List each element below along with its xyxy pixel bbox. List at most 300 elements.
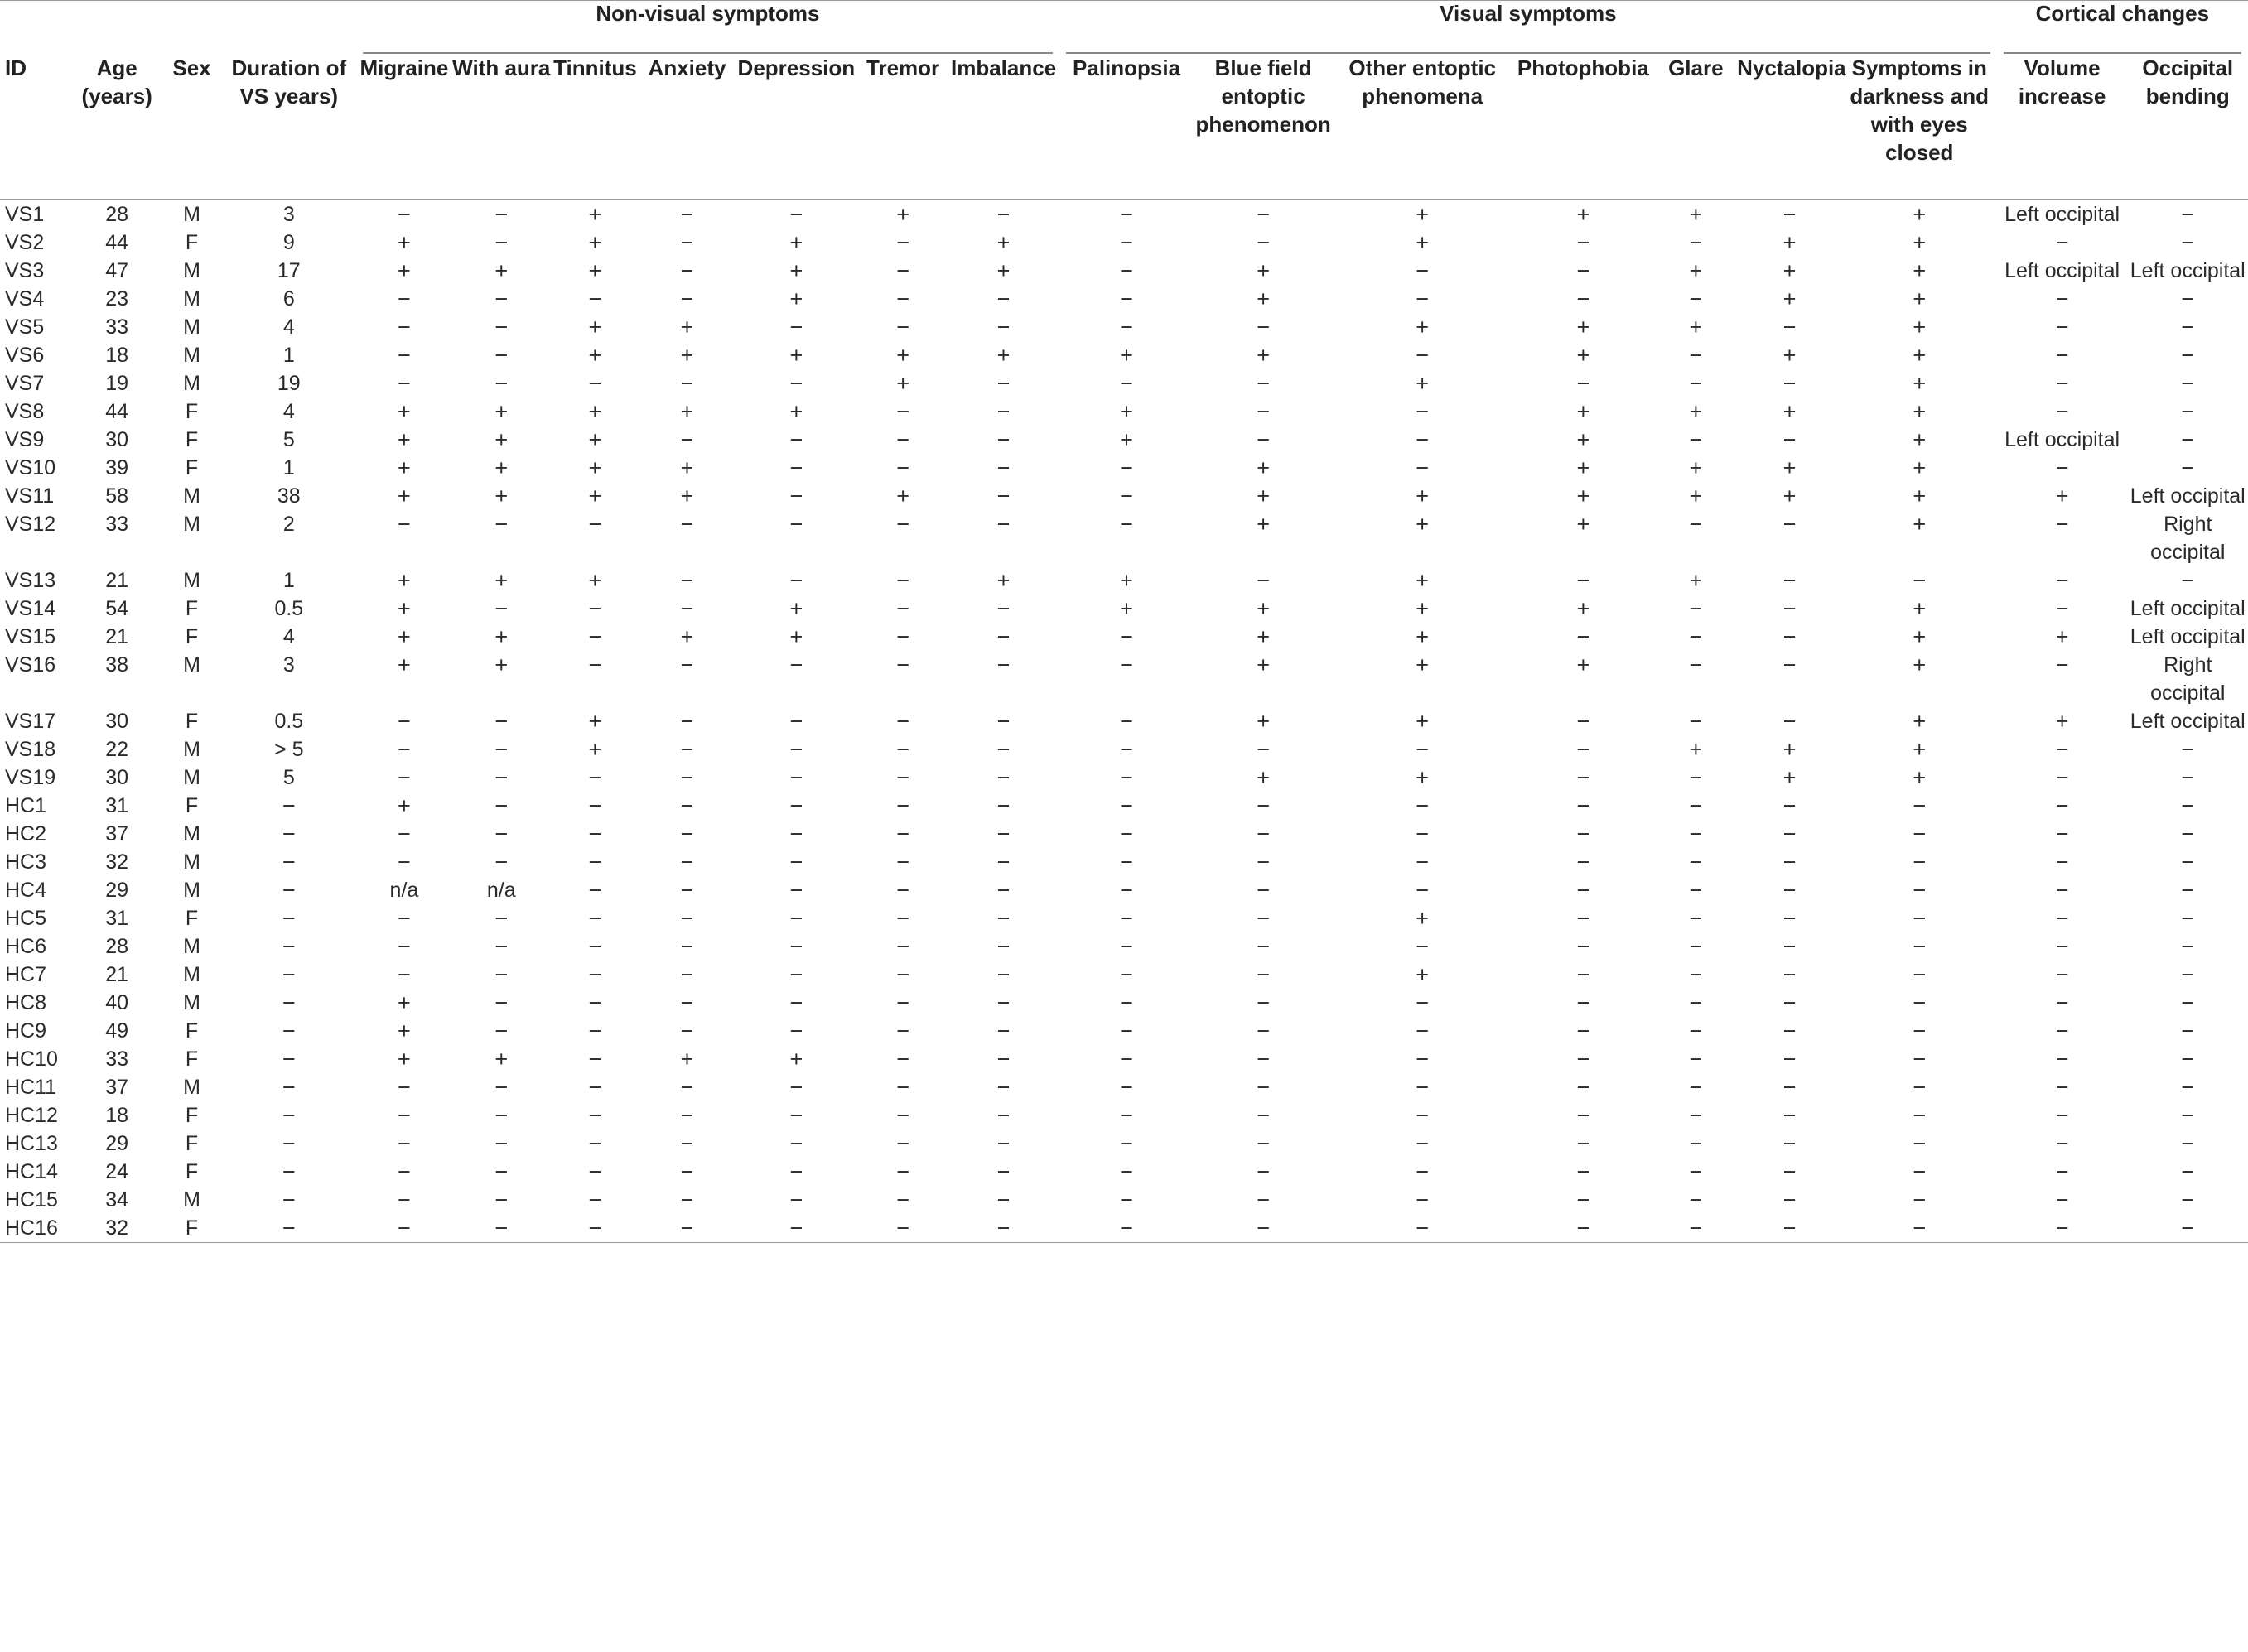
table-cell: − xyxy=(588,793,602,818)
table-cell: Left occipital xyxy=(2130,484,2246,508)
table-cell: − xyxy=(1913,1075,1927,1100)
table-row xyxy=(0,1101,2248,1129)
row-id-cell: HC12 xyxy=(5,1104,58,1127)
table-cell: + xyxy=(588,427,602,452)
table-row xyxy=(0,876,2248,904)
group-non-visual: Non-visual symptoms xyxy=(356,1,1059,55)
table-cell: 24 xyxy=(105,1160,129,1183)
table-cell: − xyxy=(1120,624,1133,649)
table-row xyxy=(0,426,2248,454)
table-cell: F xyxy=(185,428,199,451)
table-cell: + xyxy=(588,258,602,283)
row-id-cell: VS1 xyxy=(5,203,45,226)
table-cell: + xyxy=(1689,568,1703,593)
table-cell: − xyxy=(996,1103,1011,1128)
table-cell: − xyxy=(282,1159,296,1184)
row-id-cell: HC8 xyxy=(5,991,47,1014)
table-cell: + xyxy=(494,653,509,677)
table-cell: Left occipital xyxy=(2130,597,2246,620)
col-duration: Duration of VS years) xyxy=(222,54,356,200)
table-cell: − xyxy=(588,1159,602,1184)
table-cell: − xyxy=(1416,850,1430,874)
table-cell: − xyxy=(588,821,602,846)
table-cell: M xyxy=(183,203,200,226)
table-cell: − xyxy=(1416,1131,1430,1156)
table-cell: + xyxy=(896,202,909,227)
table-cell: M xyxy=(183,738,200,761)
col-migraine: Migraine xyxy=(356,54,452,200)
table-cell: − xyxy=(2181,990,2195,1015)
table-row xyxy=(0,763,2248,792)
table-cell: 28 xyxy=(105,935,129,958)
table-cell: − xyxy=(2181,1047,2195,1072)
table-cell: − xyxy=(680,906,694,931)
table-cell: 29 xyxy=(105,879,129,902)
table-cell: − xyxy=(1576,821,1590,846)
table-cell: − xyxy=(680,1075,694,1100)
table-cell: − xyxy=(680,596,694,621)
table-cell: + xyxy=(494,399,509,424)
table-cell: + xyxy=(494,568,509,593)
table-cell: 33 xyxy=(105,513,129,536)
group-visual: Visual symptoms xyxy=(1059,1,1997,55)
table-row xyxy=(0,735,2248,763)
table-cell: 31 xyxy=(105,907,129,930)
table-cell: M xyxy=(183,935,200,958)
table-cell: 38 xyxy=(277,484,301,508)
table-cell: − xyxy=(1120,287,1133,311)
table-cell: − xyxy=(1576,850,1590,874)
table-cell: 19 xyxy=(277,372,301,395)
table-cell: − xyxy=(588,1019,602,1043)
table-cell: + xyxy=(1913,455,1927,480)
table-cell: 19 xyxy=(105,372,129,395)
table-cell: − xyxy=(1416,399,1430,424)
table-cell: − xyxy=(896,990,909,1015)
table-row xyxy=(0,932,2248,961)
table-cell: − xyxy=(680,287,694,311)
table-row xyxy=(0,1214,2248,1243)
table-cell: + xyxy=(588,315,602,340)
table-cell: − xyxy=(1689,934,1703,959)
table-cell: + xyxy=(789,624,803,649)
table-cell: − xyxy=(1576,568,1590,593)
table-row xyxy=(0,904,2248,932)
table-cell: 6 xyxy=(282,287,295,311)
table-cell: − xyxy=(588,878,602,903)
table-cell: − xyxy=(494,990,509,1015)
table-cell: − xyxy=(789,1019,803,1043)
group-header-row xyxy=(0,1,2248,55)
table-cell: + xyxy=(588,484,602,508)
table-cell: − xyxy=(1512,1214,1654,1243)
row-id-cell: VS16 xyxy=(5,653,56,677)
table-cell: − xyxy=(2055,906,2069,931)
table-cell: + xyxy=(588,455,602,480)
table-row xyxy=(0,792,2248,820)
table-cell: − xyxy=(282,878,296,903)
table-cell: M xyxy=(183,653,200,677)
table-cell: − xyxy=(1782,906,1797,931)
row-id-cell: HC14 xyxy=(5,1160,58,1183)
table-cell: + xyxy=(2055,624,2069,649)
table-cell: + xyxy=(398,624,411,649)
table-cell: − xyxy=(1782,962,1797,987)
table-cell: − xyxy=(1913,878,1927,903)
table-cell: − xyxy=(282,821,296,846)
row-id-cell: VS6 xyxy=(5,344,45,367)
row-id-cell: HC16 xyxy=(0,1214,72,1243)
table-cell: − xyxy=(858,1214,948,1243)
table-cell: − xyxy=(588,287,602,311)
table-cell: − xyxy=(1576,765,1590,790)
col-palinopsia: Palinopsia xyxy=(1059,54,1194,200)
row-id-cell: VS18 xyxy=(5,738,56,761)
table-cell: − xyxy=(789,934,803,959)
table-cell: − xyxy=(680,1187,694,1212)
table-cell: n/a xyxy=(486,879,516,902)
table-cell: − xyxy=(398,765,411,790)
table-cell: − xyxy=(1782,1159,1797,1184)
table-cell: + xyxy=(398,427,411,452)
table-row xyxy=(0,397,2248,426)
table-cell: + xyxy=(1416,765,1430,790)
table-cell: − xyxy=(1689,962,1703,987)
table-cell: − xyxy=(1913,906,1927,931)
table-cell: − xyxy=(1416,455,1430,480)
table-cell: − xyxy=(896,1075,909,1100)
table-cell: + xyxy=(1257,455,1270,480)
table-cell: + xyxy=(1913,230,1927,255)
table-cell: + xyxy=(1913,737,1927,762)
table-cell: − xyxy=(1782,315,1797,340)
table-cell: − xyxy=(222,1214,356,1243)
table-cell: − xyxy=(1689,1019,1703,1043)
table-cell: + xyxy=(398,596,411,621)
table-cell: 44 xyxy=(105,400,129,423)
table-cell: − xyxy=(789,962,803,987)
table-cell: − xyxy=(1120,878,1133,903)
table-cell: − xyxy=(2181,230,2195,255)
table-cell: − xyxy=(588,596,602,621)
table-cell: F xyxy=(185,1160,199,1183)
table-cell: − xyxy=(494,512,509,537)
table-cell: − xyxy=(996,962,1011,987)
table-cell: 18 xyxy=(105,344,129,367)
table-row xyxy=(0,595,2248,623)
table-cell: + xyxy=(1257,343,1270,368)
table-row xyxy=(0,482,2248,510)
table-row xyxy=(0,1129,2248,1158)
table-cell: − xyxy=(1689,793,1703,818)
table-cell: − xyxy=(680,512,694,537)
table-cell: 22 xyxy=(105,738,129,761)
table-cell: − xyxy=(1655,1214,1738,1243)
table-cell: − xyxy=(494,202,509,227)
table-cell: − xyxy=(494,230,509,255)
table-cell: − xyxy=(1257,315,1270,340)
table-cell: + xyxy=(1257,709,1270,734)
table-cell: + xyxy=(398,455,411,480)
table-cell: − xyxy=(282,906,296,931)
table-cell: − xyxy=(996,512,1011,537)
table-cell: 34 xyxy=(105,1188,129,1211)
table-cell: − xyxy=(1120,1075,1133,1100)
table-row xyxy=(0,1186,2248,1214)
table-cell: − xyxy=(996,596,1011,621)
table-cell: + xyxy=(398,793,411,818)
table-cell: − xyxy=(494,287,509,311)
table-cell: + xyxy=(494,427,509,452)
table-cell: − xyxy=(588,1103,602,1128)
table-cell: 9 xyxy=(282,231,295,254)
col-tremor: Tremor xyxy=(858,54,948,200)
table-cell: 1 xyxy=(282,344,295,367)
table-cell: + xyxy=(1257,596,1270,621)
table-cell: + xyxy=(588,230,602,255)
table-cell: 30 xyxy=(105,428,129,451)
table-cell: M xyxy=(183,372,200,395)
table-cell: + xyxy=(1576,315,1590,340)
table-cell: − xyxy=(996,315,1011,340)
table-cell: − xyxy=(1576,258,1590,283)
table-cell: + xyxy=(588,737,602,762)
table-cell: − xyxy=(789,709,803,734)
table-cell: − xyxy=(1416,1047,1430,1072)
table-cell: + xyxy=(398,258,411,283)
table-cell: − xyxy=(996,202,1011,227)
table-cell: − xyxy=(1913,1159,1927,1184)
table-cell: − xyxy=(1120,484,1133,508)
table-cell: + xyxy=(896,484,909,508)
table-row xyxy=(0,848,2248,876)
table-cell: − xyxy=(1576,934,1590,959)
table-cell: − xyxy=(996,1131,1011,1156)
table-cell: − xyxy=(1120,230,1133,255)
table-cell: − xyxy=(588,850,602,874)
table-cell: + xyxy=(494,1047,509,1072)
table-cell: − xyxy=(1576,371,1590,396)
table-cell: − xyxy=(1120,906,1133,931)
table-cell: − xyxy=(1120,737,1133,762)
table-cell: − xyxy=(1576,906,1590,931)
table-cell: − xyxy=(588,624,602,649)
table-cell: − xyxy=(1257,568,1270,593)
table-cell: + xyxy=(1913,399,1927,424)
table-cell: − xyxy=(996,934,1011,959)
col-with-aura: With aura xyxy=(452,54,550,200)
table-cell: + xyxy=(896,343,909,368)
table-cell: − xyxy=(1913,1047,1927,1072)
table-cell: − xyxy=(282,1047,296,1072)
table-cell: − xyxy=(2181,906,2195,931)
table-cell: + xyxy=(1689,202,1703,227)
table-cell: 38 xyxy=(105,653,129,677)
table-cell: − xyxy=(1782,934,1797,959)
table-cell: − xyxy=(996,821,1011,846)
table-cell: + xyxy=(1257,258,1270,283)
table-cell: − xyxy=(1782,1019,1797,1043)
table-cell: Left occipital xyxy=(2004,203,2120,226)
table-cell: − xyxy=(1689,1131,1703,1156)
col-tinnitus: Tinnitus xyxy=(550,54,639,200)
table-cell: F xyxy=(185,597,199,620)
table-cell: − xyxy=(1576,1159,1590,1184)
table-cell: − xyxy=(282,1019,296,1043)
table-cell: − xyxy=(789,512,803,537)
table-cell: − xyxy=(789,850,803,874)
table-cell: + xyxy=(1913,512,1927,537)
table-cell: + xyxy=(1576,512,1590,537)
table-cell: 0.5 xyxy=(274,597,304,620)
table-cell: − xyxy=(1059,1214,1194,1243)
table-cell: + xyxy=(789,343,803,368)
table-cell: F xyxy=(185,1132,199,1155)
table-cell: − xyxy=(2181,315,2195,340)
row-id-cell: VS9 xyxy=(5,428,45,451)
table-cell: − xyxy=(1257,850,1270,874)
table-cell: − xyxy=(1120,934,1133,959)
table-cell: + xyxy=(1416,906,1430,931)
table-cell: M xyxy=(183,879,200,902)
table-cell: − xyxy=(1689,1047,1703,1072)
table-cell: − xyxy=(1257,962,1270,987)
table-cell: − xyxy=(494,596,509,621)
table-cell: 21 xyxy=(105,963,129,986)
table-cell: − xyxy=(1913,1103,1927,1128)
table-cell: − xyxy=(996,765,1011,790)
table-cell: + xyxy=(996,258,1011,283)
table-cell: − xyxy=(1782,1131,1797,1156)
table-cell: + xyxy=(1782,343,1797,368)
table-cell: − xyxy=(2181,371,2195,396)
table-cell: + xyxy=(1257,512,1270,537)
table-cell: − xyxy=(680,202,694,227)
table-cell: − xyxy=(1689,1187,1703,1212)
table-cell: − xyxy=(1689,1103,1703,1128)
col-age: Age (years) xyxy=(72,54,162,200)
table-cell: − xyxy=(2055,990,2069,1015)
table-cell: − xyxy=(1416,878,1430,903)
row-id-cell: HC1 xyxy=(5,794,47,817)
table-cell: − xyxy=(789,455,803,480)
table-cell: − xyxy=(2055,653,2069,677)
table-cell: − xyxy=(1120,258,1133,283)
table-cell: − xyxy=(680,737,694,762)
table-cell: − xyxy=(1120,709,1133,734)
table-cell: − xyxy=(1689,596,1703,621)
table-cell: Left occipital xyxy=(2130,625,2246,648)
table-cell: − xyxy=(896,568,909,593)
table-cell: Left occipital xyxy=(2004,428,2120,451)
table-cell: + xyxy=(588,399,602,424)
table-cell: − xyxy=(680,821,694,846)
table-cell: + xyxy=(1576,653,1590,677)
column-header-row xyxy=(0,54,2248,200)
table-cell: + xyxy=(1689,455,1703,480)
table-cell: + xyxy=(1913,709,1927,734)
table-body xyxy=(0,200,2248,1243)
table-cell: 29 xyxy=(105,1132,129,1155)
table-cell: + xyxy=(1416,653,1430,677)
table-cell: + xyxy=(1913,653,1927,677)
row-id-cell: VS17 xyxy=(5,710,56,733)
table-cell: − xyxy=(1257,990,1270,1015)
table-cell: 5 xyxy=(282,766,295,789)
table-cell: − xyxy=(1689,653,1703,677)
table-cell: − xyxy=(1257,1019,1270,1043)
table-cell: − xyxy=(1782,1187,1797,1212)
table-cell: F xyxy=(185,1104,199,1127)
col-anxiety: Anxiety xyxy=(639,54,734,200)
table-row xyxy=(0,257,2248,285)
table-cell: − xyxy=(896,427,909,452)
row-id-cell: HC4 xyxy=(5,879,47,902)
table-cell: + xyxy=(1416,568,1430,593)
table-cell: + xyxy=(1576,596,1590,621)
table-cell: + xyxy=(680,455,694,480)
row-id-cell: HC15 xyxy=(5,1188,58,1211)
table-cell: − xyxy=(1120,821,1133,846)
table-row xyxy=(0,200,2248,229)
table-cell: F xyxy=(185,794,199,817)
table-cell: − xyxy=(789,1187,803,1212)
table-cell: − xyxy=(896,821,909,846)
table-cell: − xyxy=(1416,1019,1430,1043)
table-cell: − xyxy=(1842,1214,1997,1243)
table-cell: 1 xyxy=(282,456,295,479)
table-cell: − xyxy=(1576,962,1590,987)
table-cell: + xyxy=(494,258,509,283)
table-cell: − xyxy=(2181,1075,2195,1100)
table-cell: − xyxy=(1737,1214,1842,1243)
table-cell: − xyxy=(996,709,1011,734)
table-cell: − xyxy=(1120,1187,1133,1212)
table-cell: − xyxy=(2181,427,2195,452)
table-cell: + xyxy=(1913,202,1927,227)
table-cell: + xyxy=(1576,343,1590,368)
table-cell: + xyxy=(494,624,509,649)
row-id-cell: VS4 xyxy=(5,287,45,311)
table-cell: − xyxy=(494,343,509,368)
table-cell: − xyxy=(282,1103,296,1128)
table-cell: − xyxy=(789,653,803,677)
table-cell: + xyxy=(2055,709,2069,734)
table-cell: − xyxy=(282,990,296,1015)
table-cell: + xyxy=(1416,709,1430,734)
table-cell: − xyxy=(398,737,411,762)
table-cell: + xyxy=(1913,258,1927,283)
table-cell: − xyxy=(1120,512,1133,537)
table-cell: − xyxy=(1257,202,1270,227)
table-cell: − xyxy=(494,1187,509,1212)
table-cell: + xyxy=(1689,737,1703,762)
table-cell: Left occipital xyxy=(2130,259,2246,282)
table-cell: − xyxy=(588,934,602,959)
row-id-cell: VS10 xyxy=(5,456,56,479)
table-cell: − xyxy=(896,1159,909,1184)
table-cell: − xyxy=(398,962,411,987)
table-cell: − xyxy=(282,934,296,959)
table-cell: − xyxy=(588,512,602,537)
table-cell: − xyxy=(2181,765,2195,790)
table-cell: − xyxy=(1416,258,1430,283)
table-cell: − xyxy=(680,427,694,452)
table-cell: − xyxy=(896,1131,909,1156)
table-cell: − xyxy=(680,709,694,734)
table-cell: − xyxy=(2055,793,2069,818)
table-cell: F xyxy=(185,1019,199,1043)
